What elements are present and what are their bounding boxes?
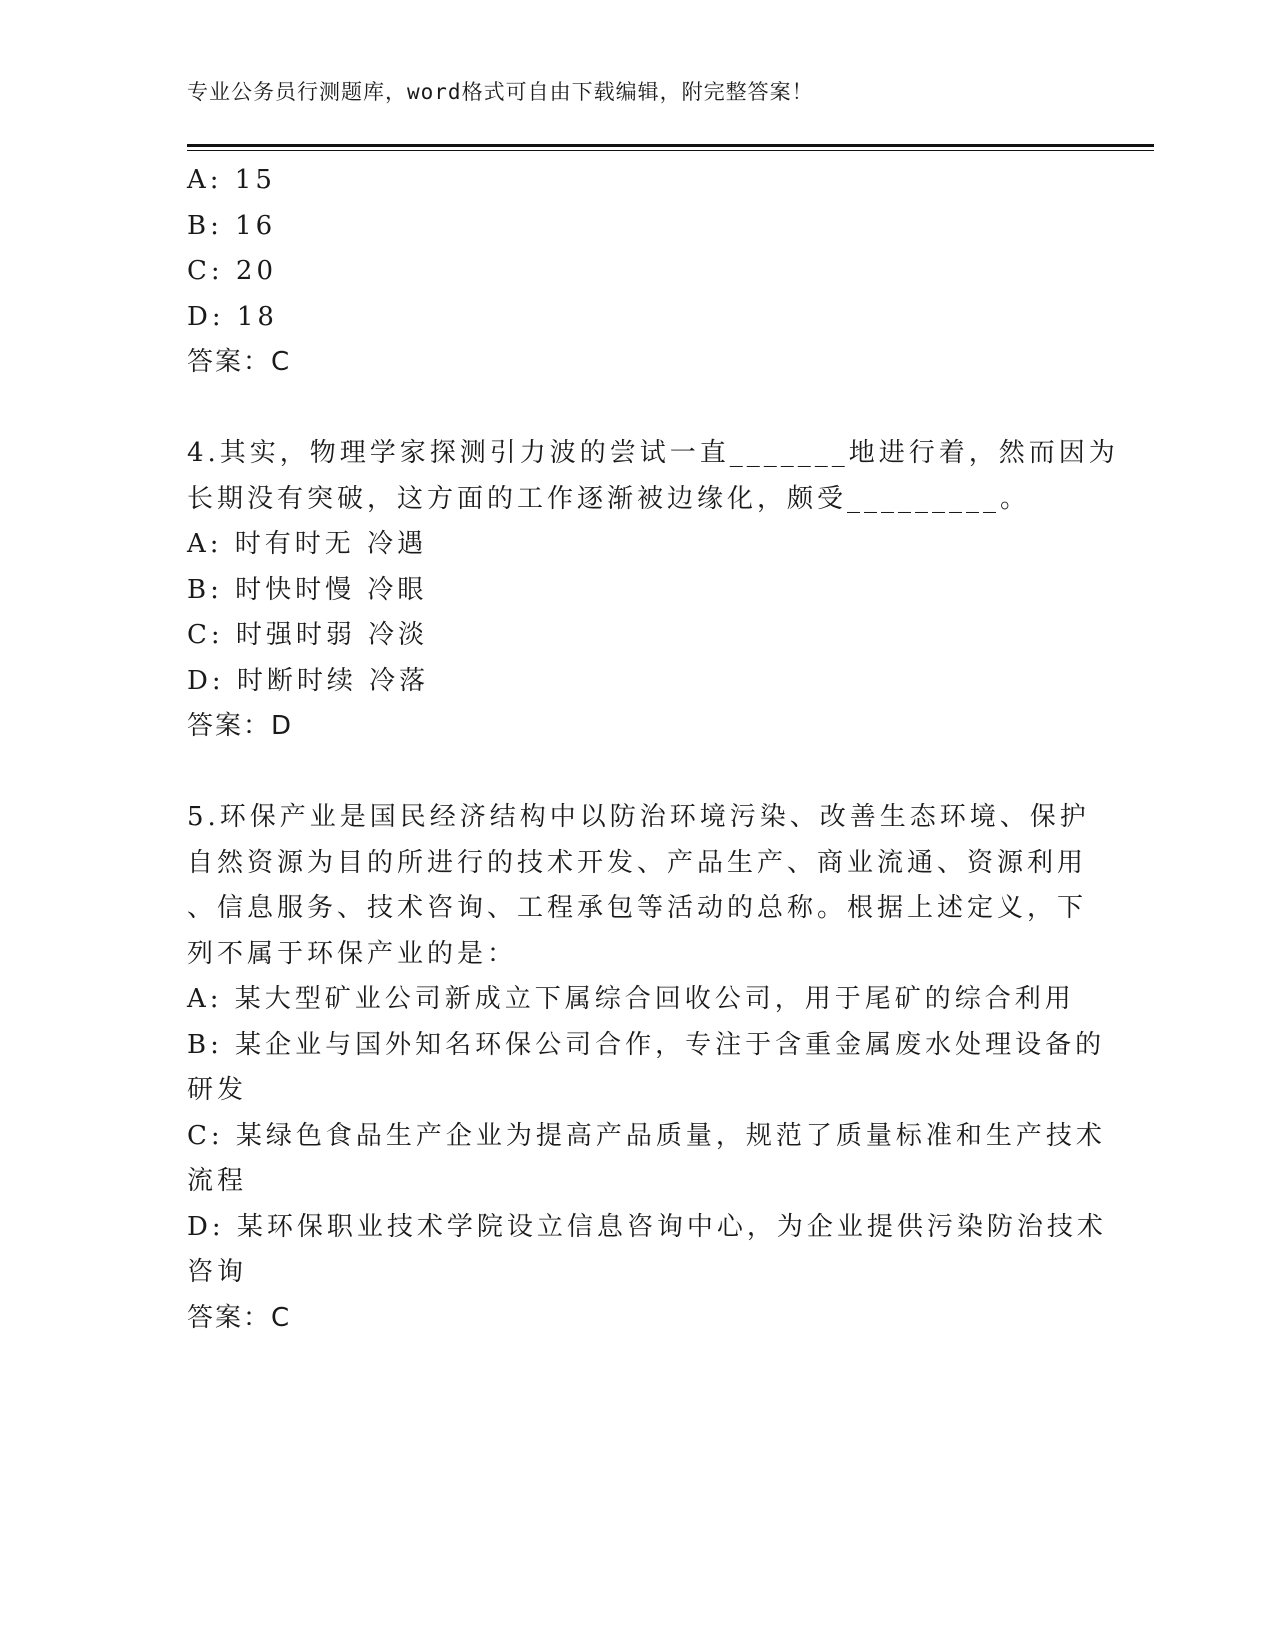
question-4-options bbox=[187, 522, 1087, 704]
question-gap bbox=[187, 750, 1087, 796]
question-content bbox=[187, 158, 1119, 1341]
option-c: C: 20 bbox=[187, 256, 278, 286]
question-4-stem-line: 4.其实，物理学家探测引力波的尝试一直_______地进行着，然而因为 bbox=[187, 438, 1119, 468]
question-5-stem-line: 列不属于环保产业的是： bbox=[187, 938, 518, 969]
question-5-options bbox=[187, 977, 1107, 1296]
option-b: B: 某企业与国外知名环保公司合作，专注于含重金属废水处理设备的 bbox=[187, 1029, 1106, 1060]
option-a: A: 某大型矿业公司新成立下属综合回收公司，用于尾矿的综合利用 bbox=[187, 984, 1075, 1014]
option-c: C: 某绿色食品生产企业为提高产品质量，规范了质量标准和生产技术 bbox=[187, 1120, 1106, 1151]
option-a: A: 15 bbox=[187, 165, 276, 195]
question-4-answer: 答案：D bbox=[187, 711, 294, 741]
question-gap bbox=[187, 386, 1087, 432]
question-4-stem-line: 长期没有突破，这方面的工作逐渐被边缘化，颇受_________。 bbox=[187, 483, 1031, 514]
option-d-continued: 咨询 bbox=[187, 1257, 248, 1287]
question-5-stem-line: 自然资源为目的所进行的技术开发、产品生产、商业流通、资源利用 bbox=[187, 847, 1088, 878]
option-b-continued: 研发 bbox=[187, 1075, 248, 1105]
question-3-answer: 答案：C bbox=[187, 347, 292, 377]
question-5-stem-line: 、信息服务、技术咨询、工程承包等活动的总称。根据上述定义，下 bbox=[187, 893, 1088, 923]
question-5-stem-line: 5.环保产业是国民经济结构中以防治环境污染、改善生态环境、保护 bbox=[187, 802, 1090, 832]
question-3-options bbox=[187, 158, 1087, 340]
option-d: D: 某环保职业技术学院设立信息咨询中心，为企业提供污染防治技术 bbox=[187, 1211, 1107, 1242]
option-a: A: 时有时无 冷遇 bbox=[187, 529, 428, 559]
header-rule-thick bbox=[187, 144, 1154, 147]
option-c-continued: 流程 bbox=[187, 1166, 248, 1196]
option-b: B: 时快时慢 冷眼 bbox=[187, 574, 428, 605]
question-4-stem bbox=[187, 431, 1119, 522]
option-b: B: 16 bbox=[187, 210, 277, 241]
header-rule-thin bbox=[187, 150, 1154, 151]
question-5-stem bbox=[187, 795, 1090, 977]
option-c: C: 时强时弱 冷淡 bbox=[187, 620, 429, 650]
question-5-answer: 答案：C bbox=[187, 1302, 292, 1333]
page-header: 专业公务员行测题库，word格式可自由下载编辑，附完整答案！ bbox=[187, 80, 814, 104]
option-d: D: 18 bbox=[187, 301, 278, 332]
option-d: D: 时断时续 冷落 bbox=[187, 665, 430, 696]
